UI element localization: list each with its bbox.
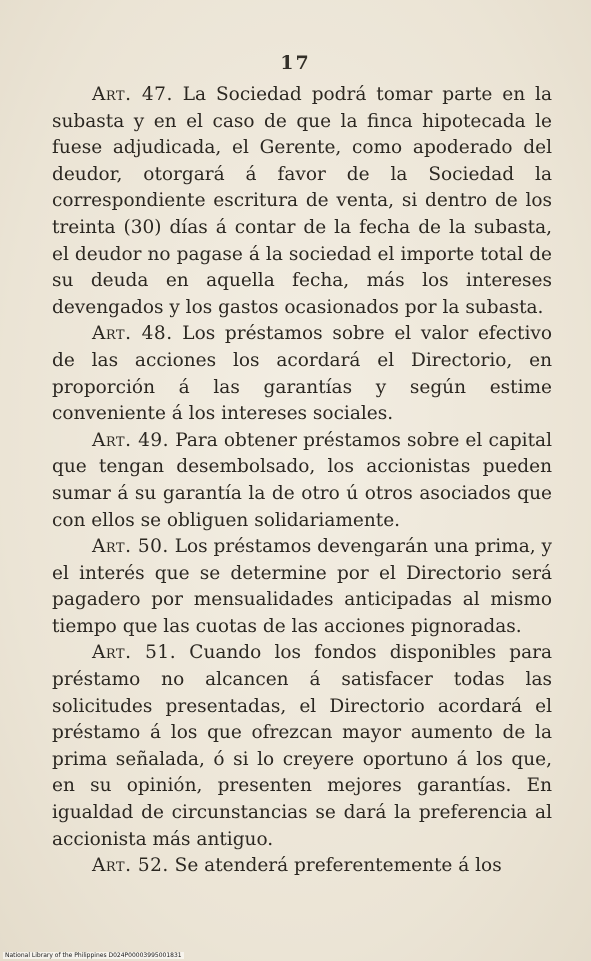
article-52 — [52, 853, 552, 880]
article-48 — [52, 321, 552, 427]
body-text — [52, 82, 552, 880]
article-label: Art. 50. — [92, 536, 169, 558]
article-text: Cuando los fondos disponibles para préstamo no alcancen á satisfacer todas las solicitudes presentadas, el Directorio acordará el préstamo á los que ofrezcan mayor aumento de la prima señalada, ó si lo creyere oportuno á los que, en su opinión, presenten mejores garantías. En igualdad de circunstancias se dará la preferencia al accionista más antiguo. — [52, 642, 552, 850]
article-label: Art. 49. — [92, 429, 170, 451]
library-watermark: National Library of the Philippines D024P00003995001831 — [5, 952, 182, 959]
article-label: Art. 47. — [92, 84, 173, 105]
article-label: Art. 52. — [92, 855, 169, 877]
article-51 — [52, 640, 552, 853]
article-text: Los préstamos devengarán una prima, y el interés que se determine por el Directorio será pagadero por mensualidades anticipadas al mismo tiempo que las cuotas de las acciones pignoradas. — [52, 536, 552, 637]
article-text: Para obtener préstamos sobre el capital que tengan desembolsado, los accionistas pueden sumar á su garantía la de otro ú otros asociados que con ellos se obliguen solidariamente. — [52, 429, 552, 531]
article-47 — [52, 82, 552, 321]
article-label: Art. 48. — [92, 323, 173, 345]
page-number: 17 — [280, 52, 311, 74]
article-label: Art. 51. — [92, 642, 177, 664]
article-text: La Sociedad podrá tomar parte en la subasta y en el caso de que la finca hipotecada le fuese adjudicada, el Gerente, como apoderado del deudor, otorgará á favor de la Sociedad la correspondiente escritura de venta, si dentro de los treinta (30) días á contar de la fecha de la subasta, el deudor no pagase á la sociedad el importe total de su deuda en aquella fecha, más los intereses devengados y los gastos ocasionados por la subasta. — [52, 84, 552, 318]
article-text: Se atenderá preferentemente á los — [174, 855, 502, 877]
article-49 — [52, 428, 552, 534]
article-50 — [52, 534, 552, 640]
article-text: Los préstamos sobre el valor efectivo de las acciones los acordará el Directorio, en proporción á las garantías y según estime conveniente á los intereses sociales. — [52, 323, 552, 425]
